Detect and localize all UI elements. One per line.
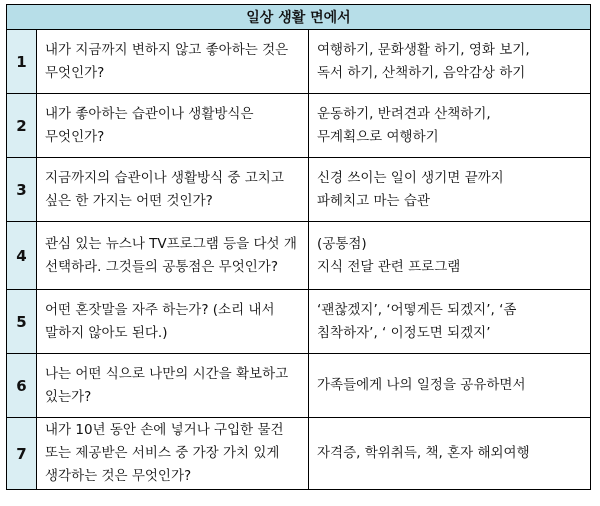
answer-line: 침착하자’, ‘ 이정도면 되겠지’ — [317, 324, 491, 341]
answer-line: 운동하기, 반려견과 산책하기, — [317, 105, 491, 122]
table-wrapper — [6, 4, 590, 490]
table-header-row — [7, 5, 591, 30]
question-cell: 관심 있는 뉴스나 TV프로그램 등을 다섯 개 선택하라. 그것들의 공통점은 무엇인가? — [37, 222, 309, 290]
row-number: 1 — [7, 30, 37, 94]
row-number: 4 — [7, 222, 37, 290]
table-row — [7, 290, 591, 354]
table-title: 일상 생활 면에서 — [7, 5, 591, 30]
daily-life-table — [6, 4, 591, 490]
answer-line: 여행하기, 문화생활 하기, 영화 보기, — [317, 41, 530, 58]
answer-line: 신경 쓰이는 일이 생기면 끝까지 — [317, 169, 504, 186]
answer-line: 가족들에게 나의 일정을 공유하면서 — [317, 377, 526, 393]
answer-cell — [309, 222, 591, 290]
answer-line: 무계획으로 여행하기 — [317, 128, 439, 145]
answer-line: 지식 전달 관련 프로그램 — [317, 258, 461, 275]
table-row — [7, 30, 591, 94]
answer-line: 자격증, 학위취득, 책, 혼자 해외여행 — [317, 445, 530, 461]
answer-cell — [309, 158, 591, 222]
row-number: 6 — [7, 354, 37, 418]
question-cell: 어떤 혼잣말을 자주 하는가? (소리 내서 말하지 않아도 된다.) — [37, 290, 309, 354]
row-number: 3 — [7, 158, 37, 222]
row-number: 7 — [7, 418, 37, 490]
question-cell: 지금까지의 습관이나 생활방식 중 고치고 싶은 한 가지는 어떤 것인가? — [37, 158, 309, 222]
answer-cell — [309, 290, 591, 354]
question-cell: 내가 지금까지 변하지 않고 좋아하는 것은 무엇인가? — [37, 30, 309, 94]
question-cell: 나는 어떤 식으로 나만의 시간을 확보하고 있는가? — [37, 354, 309, 418]
answer-line: 파헤치고 마는 습관 — [317, 192, 430, 209]
answer-line: 독서 하기, 산책하기, 음악감상 하기 — [317, 64, 526, 81]
row-number: 5 — [7, 290, 37, 354]
table-row — [7, 354, 591, 418]
table-row — [7, 94, 591, 158]
row-number: 2 — [7, 94, 37, 158]
answer-cell — [309, 30, 591, 94]
question-cell: 내가 10년 동안 손에 넣거나 구입한 물건 또는 제공받은 서비스 중 가장 가치 있게 생각하는 것은 무엇인가? — [37, 418, 309, 490]
answer-line: ‘괜찮겠지’, ‘어떻게든 되겠지’, ‘좀 — [317, 301, 517, 318]
answer-cell — [309, 94, 591, 158]
table-row — [7, 158, 591, 222]
answer-cell — [309, 418, 591, 490]
table-row — [7, 418, 591, 490]
table-row — [7, 222, 591, 290]
answer-line: (공통점) — [317, 235, 367, 252]
answer-cell — [309, 354, 591, 418]
question-cell: 내가 좋아하는 습관이나 생활방식은 무엇인가? — [37, 94, 309, 158]
